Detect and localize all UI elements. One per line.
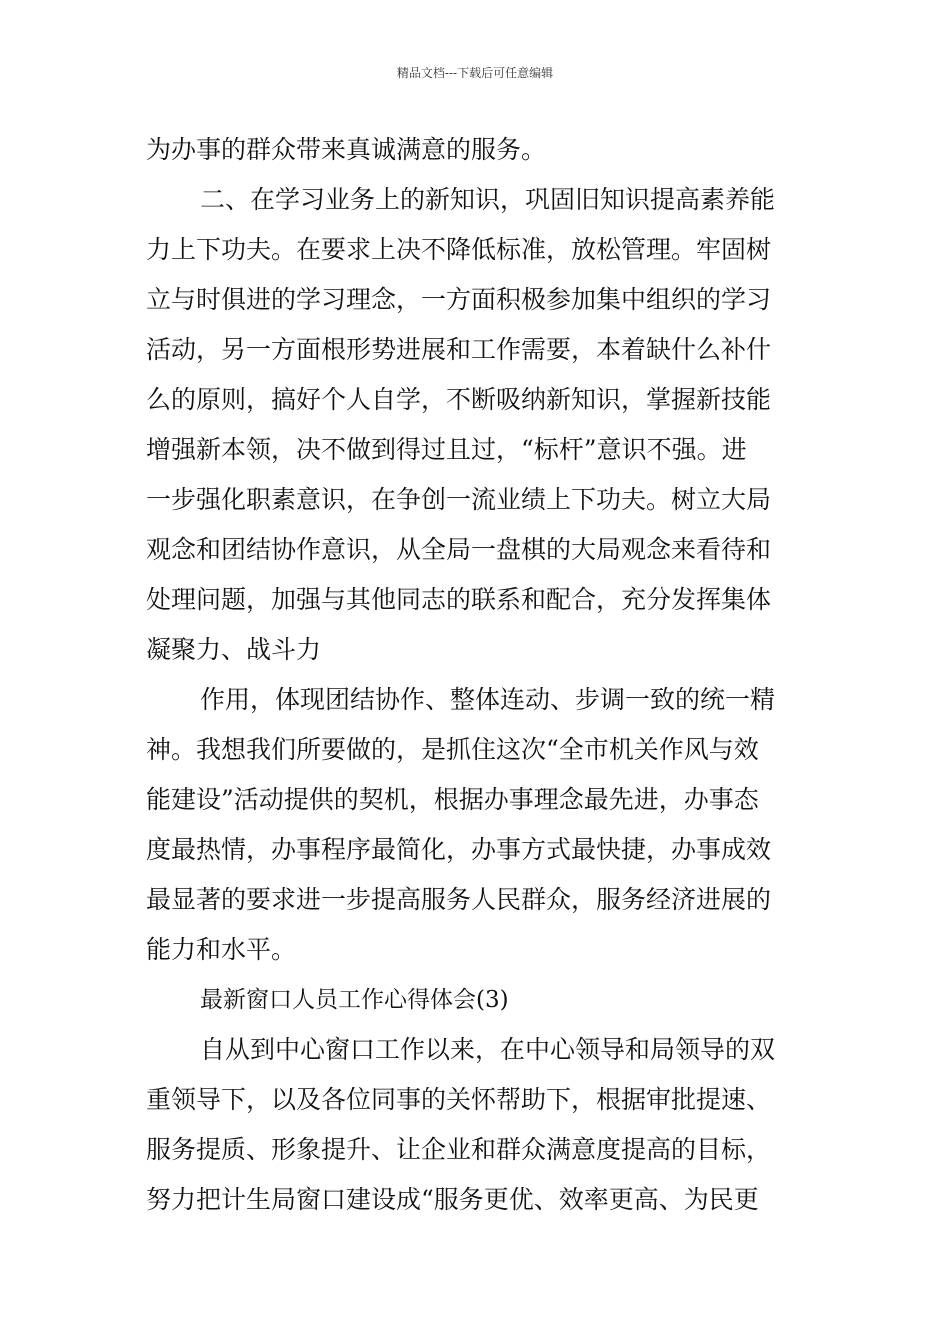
text-line: 能力和水平。: [146, 935, 297, 964]
text-line: 力上下功夫。在要求上决不降低标准，放松管理。牢固树: [146, 235, 772, 264]
text-line: 为办事的群众带来真诚满意的服务。: [146, 135, 547, 164]
text-line: 观念和团结协作意识，从全局一盘棋的大局观念来看待和: [146, 535, 772, 564]
text-line: 一步强化职素意识，在争创一流业绩上下功夫。树立大局: [146, 485, 772, 514]
text-line: 处理问题，加强与其他同志的联系和配合，充分发挥集体: [146, 585, 772, 614]
text-line: 神。我想我们所要做的，是抓住这次“全市机关作风与效: [146, 735, 759, 764]
text-line: 努力把计生局窗口建设成“服务更优、效率更高、为民更: [146, 1185, 759, 1214]
text-line: 立与时俱进的学习理念，一方面积极参加集中组织的学习: [146, 285, 772, 314]
body-text: [146, 125, 810, 1225]
text-line: 增强新本领，决不做到得过且过，“标杆”意识不强。进: [146, 435, 747, 464]
text-line: 最显著的要求进一步提高服务人民群众，服务经济进展的: [146, 885, 772, 914]
text-line: 度最热情，办事程序最简化，办事方式最快捷，办事成效: [146, 835, 772, 864]
text-line: 么的原则，搞好个人自学，不断吸纳新知识，掌握新技能: [146, 385, 772, 414]
text-line: 能建设”活动提供的契机，根据办事理念最先进，办事态: [146, 785, 759, 814]
text-line: 凝聚力、战斗力: [146, 635, 322, 664]
section-title: 最新窗口人员工作心得体会(3): [200, 987, 509, 1013]
page-header: 精品文档---下载后可任意编辑: [396, 66, 554, 80]
text-line: 活动，另一方面根形势进展和工作需要，本着缺什么补什: [146, 335, 772, 364]
paragraph-start-line: 二、在学习业务上的新知识，巩固旧知识提高素养能: [200, 185, 776, 214]
text-line: 服务提质、形象提升、让企业和群众满意度提高的目标，: [146, 1135, 772, 1164]
paragraph-start-line: 作用，体现团结协作、整体连动、步调一致的统一精: [200, 685, 776, 714]
text-line: 重领导下，以及各位同事的关怀帮助下，根据审批提速、: [146, 1085, 772, 1114]
paragraph-start-line: 自从到中心窗口工作以来，在中心领导和局领导的双: [200, 1035, 776, 1064]
